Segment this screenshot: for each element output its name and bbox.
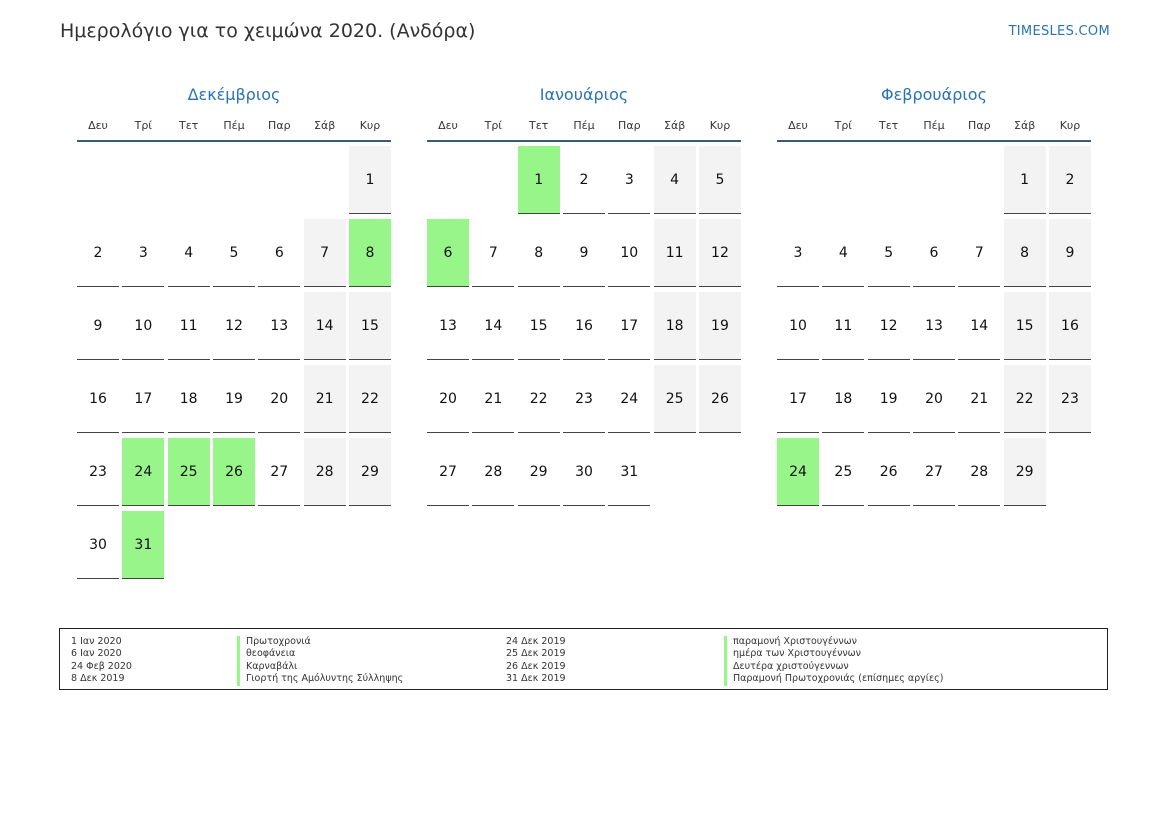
day-cell: 13 xyxy=(258,292,300,360)
legend-dates-right xyxy=(506,636,566,686)
day-cell: 18 xyxy=(168,365,210,433)
weekday-label: Σάβ xyxy=(1014,119,1036,132)
day-cell: 27 xyxy=(913,438,955,506)
weekday-label: Παρ xyxy=(268,119,291,132)
legend-date: 8 Δεκ 2019 xyxy=(71,673,125,685)
day-cell: 29 xyxy=(1004,438,1046,506)
weekday-label: Κυρ xyxy=(1059,119,1081,132)
day-cell: 7 xyxy=(472,219,514,287)
legend-names-right xyxy=(724,636,943,686)
legend-names-left xyxy=(237,636,403,686)
day-cell: 3 xyxy=(122,219,164,287)
day-cell: 1 xyxy=(1004,146,1046,214)
legend-holiday-name: Δευτέρα χριστούγεννων xyxy=(724,661,943,673)
day-cell: 6 xyxy=(913,219,955,287)
weekday-label: Παρ xyxy=(968,119,991,132)
day-cell: 14 xyxy=(958,292,1000,360)
day-cell: 25 xyxy=(822,438,864,506)
day-cell: 11 xyxy=(654,219,696,287)
weekday-label: Σάβ xyxy=(314,119,336,132)
legend-date: 1 Ιαν 2020 xyxy=(71,636,122,647)
day-cell: 1 xyxy=(349,146,391,214)
day-cell: 17 xyxy=(777,365,819,433)
weekday-label: Κυρ xyxy=(359,119,381,132)
day-cell: 7 xyxy=(304,219,346,287)
month-name: Ιανουάριος xyxy=(539,85,629,104)
day-cell: 2 xyxy=(1049,146,1091,214)
day-cell: 5 xyxy=(699,146,741,214)
day-cell: 15 xyxy=(349,292,391,360)
day-cell: 17 xyxy=(122,365,164,433)
weekday-label: Τετ xyxy=(179,119,199,132)
day-cell: 30 xyxy=(77,511,119,579)
weekday-label: Τετ xyxy=(529,119,549,132)
day-cell: 8 xyxy=(1004,219,1046,287)
day-cell: 6 xyxy=(258,219,300,287)
day-cell: 12 xyxy=(213,292,255,360)
day-cell: 24 xyxy=(777,438,819,506)
weekday-header xyxy=(777,116,1091,142)
day-cell: 5 xyxy=(868,219,910,287)
day-cell: 24 xyxy=(122,438,164,506)
day-cell: 10 xyxy=(777,292,819,360)
legend-dates-left xyxy=(71,636,132,686)
legend-date: 25 Δεκ 2019 xyxy=(506,648,566,660)
day-cell: 16 xyxy=(1049,292,1091,360)
day-cell: 12 xyxy=(699,219,741,287)
day-cell: 9 xyxy=(563,219,605,287)
day-cell: 3 xyxy=(777,219,819,287)
day-cell: 20 xyxy=(427,365,469,433)
day-cell: 21 xyxy=(958,365,1000,433)
day-cell: 16 xyxy=(563,292,605,360)
day-cell: 28 xyxy=(958,438,1000,506)
day-cell: 18 xyxy=(654,292,696,360)
day-cell: 21 xyxy=(472,365,514,433)
weekday-label: Πέμ xyxy=(573,119,595,132)
legend-holiday-name: παραμονή Χριστουγέννων xyxy=(724,636,943,648)
day-cell: 19 xyxy=(213,365,255,433)
weekday-label: Τρί xyxy=(834,119,853,132)
day-cell: 10 xyxy=(608,219,650,287)
month-january xyxy=(427,84,741,480)
legend-holiday-name: Παραμονή Πρωτοχρονιάς (επίσημες αργίες) xyxy=(724,673,943,685)
day-cell: 9 xyxy=(77,292,119,360)
day-cell: 7 xyxy=(958,219,1000,287)
weekday-label: Τετ xyxy=(879,119,899,132)
day-cell: 13 xyxy=(913,292,955,360)
legend-holiday-name: Πρωτοχρονιά xyxy=(237,636,403,648)
day-cell: 15 xyxy=(518,292,560,360)
legend-holiday-name: ημέρα των Χριστουγέννων xyxy=(724,648,943,660)
weekday-label: Τρί xyxy=(134,119,153,132)
day-cell: 22 xyxy=(518,365,560,433)
weekday-label: Σάβ xyxy=(664,119,686,132)
legend-holiday-name: θεοφάνεια xyxy=(237,648,403,660)
day-cell: 27 xyxy=(258,438,300,506)
weekday-header xyxy=(427,116,741,142)
day-cell: 26 xyxy=(699,365,741,433)
legend-date: 26 Δεκ 2019 xyxy=(506,660,566,672)
day-cell: 13 xyxy=(427,292,469,360)
day-cell: 20 xyxy=(258,365,300,433)
month-name: Φεβρουάριος xyxy=(881,85,987,104)
day-cell: 1 xyxy=(518,146,560,214)
day-cell: 4 xyxy=(168,219,210,287)
day-cell: 14 xyxy=(472,292,514,360)
holiday-legend xyxy=(59,628,1108,690)
day-cell: 29 xyxy=(518,438,560,506)
day-cell: 30 xyxy=(563,438,605,506)
weekday-label: Παρ xyxy=(618,119,641,132)
day-cell: 27 xyxy=(427,438,469,506)
day-cell: 31 xyxy=(608,438,650,506)
day-cell: 29 xyxy=(349,438,391,506)
legend-date: 31 Δεκ 2019 xyxy=(506,673,566,685)
legend-holiday-name: Γιορτή της Αμόλυντης Σύλληψης xyxy=(237,673,403,685)
day-cell: 31 xyxy=(122,511,164,579)
day-cell: 25 xyxy=(654,365,696,433)
month-february xyxy=(777,84,1091,480)
day-cell: 11 xyxy=(168,292,210,360)
day-cell: 24 xyxy=(608,365,650,433)
day-cell: 28 xyxy=(472,438,514,506)
weekday-label: Δευ xyxy=(438,119,458,132)
day-cell: 23 xyxy=(77,438,119,506)
day-cell: 28 xyxy=(304,438,346,506)
legend-date: 6 Ιαν 2020 xyxy=(71,648,122,660)
day-cell: 22 xyxy=(1004,365,1046,433)
day-cell: 17 xyxy=(608,292,650,360)
month-december xyxy=(77,84,391,553)
day-cell: 3 xyxy=(608,146,650,214)
legend-date: 24 Δεκ 2019 xyxy=(506,636,566,647)
day-cell: 4 xyxy=(822,219,864,287)
day-cell: 19 xyxy=(868,365,910,433)
day-cell: 2 xyxy=(563,146,605,214)
legend-date: 24 Φεβ 2020 xyxy=(71,660,132,672)
day-cell: 8 xyxy=(518,219,560,287)
day-cell: 23 xyxy=(563,365,605,433)
day-cell: 16 xyxy=(77,365,119,433)
weekday-label: Δευ xyxy=(788,119,808,132)
day-cell: 25 xyxy=(168,438,210,506)
day-cell: 23 xyxy=(1049,365,1091,433)
month-name: Δεκέμβριος xyxy=(187,85,281,104)
day-cell: 19 xyxy=(699,292,741,360)
day-cell: 9 xyxy=(1049,219,1091,287)
day-cell: 8 xyxy=(349,219,391,287)
day-cell: 20 xyxy=(913,365,955,433)
legend-holiday-name: Καρναβάλι xyxy=(237,661,403,673)
weekday-label: Πέμ xyxy=(223,119,245,132)
day-cell: 4 xyxy=(654,146,696,214)
weekday-label: Τρί xyxy=(484,119,503,132)
weekday-label: Κυρ xyxy=(709,119,731,132)
weekday-label: Πέμ xyxy=(923,119,945,132)
day-cell: 15 xyxy=(1004,292,1046,360)
day-cell: 11 xyxy=(822,292,864,360)
site-link[interactable]: TIMESLES.COM xyxy=(1008,24,1110,39)
day-cell: 26 xyxy=(868,438,910,506)
day-cell: 5 xyxy=(213,219,255,287)
day-cell: 18 xyxy=(822,365,864,433)
day-cell: 21 xyxy=(304,365,346,433)
day-cell: 2 xyxy=(77,219,119,287)
day-cell: 12 xyxy=(868,292,910,360)
weekday-label: Δευ xyxy=(88,119,108,132)
day-cell: 26 xyxy=(213,438,255,506)
day-cell: 14 xyxy=(304,292,346,360)
weekday-header xyxy=(77,116,391,142)
day-cell: 22 xyxy=(349,365,391,433)
page-title: Ημερολόγιο για το χειμώνα 2020. (Ανδόρα) xyxy=(60,20,476,42)
day-cell: 6 xyxy=(427,219,469,287)
day-cell: 10 xyxy=(122,292,164,360)
